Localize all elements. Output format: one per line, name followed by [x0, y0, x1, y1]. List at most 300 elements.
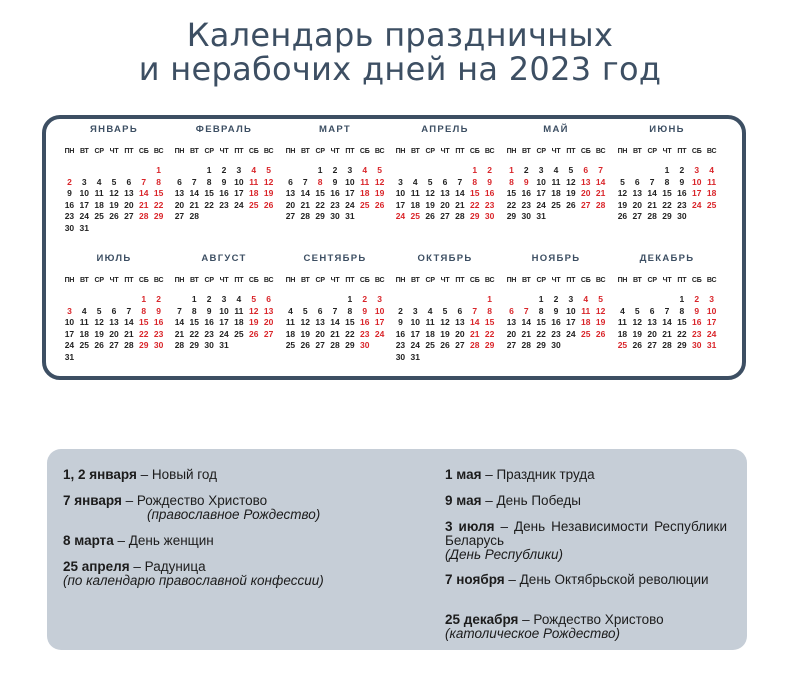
empty-cell — [452, 294, 467, 306]
day-cell: 2 — [156, 294, 161, 304]
weekday-label: ПТ — [345, 148, 355, 155]
day-cell: 1 — [141, 294, 147, 304]
weekday-label: ЧТ — [219, 277, 229, 284]
day-cell: 10 — [706, 305, 717, 316]
month-4 — [393, 124, 497, 223]
weekday-label: ВТ — [300, 148, 310, 155]
day-cell: 12 — [300, 317, 311, 327]
day-cell: 15 — [204, 188, 214, 198]
day-cell: 8 — [347, 305, 353, 316]
day-cell: 3 — [236, 165, 242, 175]
day-cell: 17 — [691, 188, 702, 198]
day-cell: 13 — [285, 188, 296, 198]
day-cell: 29 — [345, 340, 355, 350]
empty-cell — [187, 165, 202, 177]
day-cell: 2 — [398, 305, 403, 316]
day-cell: 24 — [706, 328, 717, 339]
day-cell: 14 — [647, 188, 657, 198]
day-cell: 30 — [521, 211, 532, 221]
weekday-label: ПН — [395, 277, 406, 284]
day-cell: 18 — [410, 199, 421, 210]
day-cell: 19 — [374, 188, 385, 198]
weekday-label: ВТ — [189, 277, 199, 284]
month-name: ОКТЯБРЬ — [417, 253, 473, 264]
month-6 — [615, 124, 719, 223]
month-name: МАРТ — [319, 124, 351, 135]
day-cell: 24 — [345, 199, 355, 210]
day-grid — [62, 165, 166, 234]
weekday-header — [283, 148, 387, 162]
day-cell: 23 — [64, 211, 75, 221]
day-grid — [283, 294, 387, 352]
weekday-label: ПТ — [234, 277, 244, 284]
day-cell: 17 — [219, 317, 229, 327]
empty-cell — [393, 165, 408, 177]
day-cell: 1 — [317, 165, 323, 175]
holiday-text: – День женщин — [113, 533, 214, 548]
day-cell: 30 — [64, 222, 75, 233]
weekday-label: ПН — [506, 277, 517, 284]
month-name: АВГУСТ — [201, 253, 247, 264]
day-cell: 29 — [677, 340, 687, 350]
day-cell: 15 — [189, 317, 200, 327]
day-cell: 26 — [94, 340, 104, 350]
empty-cell — [423, 165, 438, 177]
day-cell: 7 — [126, 305, 132, 316]
day-cell: 23 — [395, 340, 406, 350]
month-name: ЯНВАРЬ — [90, 124, 138, 135]
day-cell: 9 — [553, 305, 559, 316]
empty-cell — [298, 294, 313, 306]
day-cell: 22 — [138, 328, 149, 339]
day-grid — [615, 294, 719, 352]
day-cell: 8 — [679, 305, 685, 316]
empty-cell — [77, 165, 92, 177]
day-cell: 22 — [153, 199, 164, 210]
month-1 — [62, 124, 166, 234]
month-name: ИЮНЬ — [649, 124, 685, 135]
holidays-panel — [47, 449, 747, 650]
weekday-label: ВС — [706, 277, 717, 284]
day-cell: 27 — [455, 340, 465, 350]
weekday-label: ВС — [595, 148, 606, 155]
empty-cell — [438, 165, 453, 177]
month-name: МАЙ — [543, 124, 569, 135]
day-cell: 17 — [79, 199, 90, 210]
weekday-label: СР — [315, 148, 325, 155]
day-cell: 4 — [412, 176, 418, 187]
day-cell: 23 — [359, 328, 370, 339]
day-grid — [172, 165, 276, 223]
day-cell: 28 — [469, 340, 480, 350]
day-cell: 3 — [377, 294, 382, 304]
day-cell: 12 — [263, 176, 274, 187]
day-cell: 30 — [691, 340, 702, 350]
day-cell: 19 — [425, 199, 435, 210]
day-cell: 31 — [219, 340, 229, 350]
day-cell: 28 — [300, 211, 311, 221]
day-cell: 21 — [138, 199, 149, 210]
day-cell: 9 — [362, 305, 368, 316]
day-cell: 11 — [707, 176, 717, 187]
empty-cell — [77, 294, 92, 306]
empty-cell — [172, 165, 187, 177]
day-cell: 1 — [191, 294, 197, 304]
day-cell: 7 — [649, 176, 655, 187]
weekday-label: ВС — [153, 148, 164, 155]
weekday-label: ПН — [617, 277, 628, 284]
day-cell: 3 — [568, 294, 574, 304]
title-line-1: Календарь праздничных — [186, 16, 614, 54]
month-10 — [393, 253, 497, 363]
day-cell: 19 — [248, 317, 259, 327]
day-cell: 25 — [551, 199, 561, 210]
weekday-label: ВС — [263, 148, 274, 155]
day-cell: 22 — [662, 199, 672, 210]
day-cell: 23 — [521, 199, 532, 210]
weekday-label: ПТ — [455, 277, 465, 284]
day-cell: 22 — [189, 328, 200, 339]
day-cell: 27 — [632, 211, 643, 221]
day-cell: 6 — [442, 176, 448, 187]
weekday-label: ЧТ — [219, 148, 229, 155]
weekday-label: СБ — [138, 148, 149, 155]
day-cell: 20 — [315, 328, 325, 339]
day-cell: 20 — [263, 317, 274, 327]
day-cell: 21 — [189, 199, 200, 210]
day-cell: 31 — [410, 351, 421, 362]
day-cell: 16 — [484, 188, 495, 198]
day-cell: 4 — [583, 294, 589, 304]
day-cell: 10 — [79, 188, 90, 198]
day-cell: 22 — [506, 199, 517, 210]
weekday-header — [62, 277, 166, 291]
day-cell: 11 — [94, 188, 104, 198]
day-cell: 21 — [595, 188, 606, 198]
weekday-label: СР — [204, 148, 214, 155]
holiday-date: 9 мая — [445, 493, 482, 508]
day-cell: 27 — [506, 340, 517, 350]
day-cell: 22 — [677, 328, 687, 339]
weekday-label: ПТ — [677, 277, 687, 284]
day-cell: 12 — [109, 188, 119, 198]
day-cell: 6 — [177, 176, 182, 187]
day-cell: 21 — [662, 328, 672, 339]
day-cell: 15 — [469, 188, 480, 198]
day-cell: 21 — [124, 328, 134, 339]
day-cell: 9 — [398, 317, 403, 327]
day-cell: 28 — [330, 340, 340, 350]
day-cell: 28 — [662, 340, 672, 350]
day-cell: 9 — [679, 176, 685, 187]
holiday-note: (католическое Рождество) — [445, 626, 620, 641]
day-cell: 3 — [347, 165, 353, 175]
day-cell: 24 — [234, 199, 244, 210]
day-cell: 22 — [345, 328, 355, 339]
day-cell: 1 — [487, 294, 492, 304]
day-cell: 27 — [315, 340, 325, 350]
day-cell: 17 — [566, 317, 576, 327]
day-cell: 11 — [551, 176, 561, 187]
day-cell: 12 — [595, 305, 606, 316]
day-cell: 6 — [126, 176, 132, 187]
day-cell: 25 — [410, 211, 421, 221]
weekday-label: ВС — [484, 277, 495, 284]
weekday-header — [172, 277, 276, 291]
holiday-text: – Новый год — [136, 467, 218, 482]
day-cell: 6 — [111, 305, 117, 316]
holiday-note: (День Республики) — [445, 547, 564, 562]
day-cell: 8 — [317, 176, 323, 187]
day-cell: 3 — [67, 305, 72, 316]
day-cell: 18 — [617, 328, 628, 339]
weekday-label: ЧТ — [551, 148, 561, 155]
day-cell: 31 — [79, 222, 90, 233]
weekday-label: ПН — [174, 148, 185, 155]
day-cell: 9 — [523, 176, 529, 187]
weekday-label: ВТ — [189, 148, 199, 155]
day-grid — [393, 165, 497, 223]
day-cell: 14 — [189, 188, 200, 198]
day-cell: 7 — [523, 305, 529, 316]
day-cell: 22 — [484, 328, 495, 339]
empty-cell — [107, 294, 122, 306]
weekday-label: ЧТ — [440, 277, 450, 284]
weekday-label: ПТ — [124, 277, 134, 284]
day-cell: 5 — [568, 165, 574, 175]
day-cell: 1 — [347, 294, 353, 304]
day-cell: 3 — [694, 165, 700, 175]
weekday-label: СБ — [469, 277, 480, 284]
weekday-label: СБ — [580, 277, 591, 284]
holiday-text: – Праздник труда — [481, 467, 595, 482]
day-cell: 16 — [204, 317, 214, 327]
weekday-label: ВТ — [79, 277, 89, 284]
day-cell: 8 — [206, 176, 212, 187]
day-cell: 31 — [64, 351, 75, 362]
day-cell: 17 — [410, 328, 421, 339]
day-cell: 26 — [109, 211, 119, 221]
day-cell: 21 — [174, 328, 185, 339]
day-cell: 12 — [374, 176, 385, 187]
day-cell: 20 — [647, 328, 657, 339]
empty-cell — [408, 165, 423, 177]
empty-cell — [519, 294, 534, 306]
day-cell: 26 — [374, 199, 385, 210]
day-cell: 17 — [234, 188, 244, 198]
empty-cell — [283, 165, 298, 177]
day-cell: 14 — [521, 317, 532, 327]
day-cell: 19 — [632, 328, 643, 339]
holiday-date: 1, 2 января — [63, 467, 137, 482]
weekday-label: ВС — [706, 148, 717, 155]
day-cell: 8 — [664, 176, 670, 187]
day-cell: 30 — [551, 340, 561, 350]
day-cell: 19 — [617, 199, 628, 210]
month-8 — [172, 253, 276, 352]
day-cell: 15 — [506, 188, 517, 198]
day-cell: 3 — [538, 165, 544, 175]
empty-cell — [615, 165, 630, 177]
day-cell: 24 — [395, 211, 406, 221]
weekday-header — [393, 148, 497, 162]
weekday-label: ЧТ — [662, 148, 672, 155]
holiday-item — [63, 560, 324, 588]
day-cell: 9 — [694, 305, 700, 316]
day-cell: 15 — [315, 188, 325, 198]
day-cell: 26 — [566, 199, 576, 210]
weekday-label: ЧТ — [109, 148, 119, 155]
day-cell: 25 — [79, 340, 90, 350]
day-cell: 11 — [249, 176, 259, 187]
day-cell: 8 — [141, 305, 147, 316]
holiday-item — [445, 494, 727, 508]
day-cell: 11 — [617, 317, 627, 327]
day-cell: 26 — [300, 340, 311, 350]
day-cell: 21 — [330, 328, 340, 339]
weekday-label: ПТ — [455, 148, 465, 155]
day-cell: 5 — [302, 305, 308, 316]
weekday-label: ВТ — [300, 277, 310, 284]
day-cell: 23 — [677, 199, 687, 210]
day-cell: 3 — [709, 294, 714, 304]
day-cell: 13 — [506, 317, 517, 327]
day-cell: 18 — [551, 188, 561, 198]
day-cell: 12 — [617, 188, 628, 198]
day-cell: 30 — [153, 340, 164, 350]
day-cell: 22 — [315, 199, 325, 210]
holiday-item — [63, 468, 217, 482]
weekday-label: ПН — [285, 148, 296, 155]
holiday-note: (по календарю православной конфессии) — [63, 573, 324, 588]
holiday-date: 7 ноября — [445, 572, 505, 587]
empty-cell — [630, 165, 645, 177]
weekday-header — [615, 148, 719, 162]
day-cell: 30 — [484, 211, 495, 221]
day-cell: 9 — [206, 305, 212, 316]
day-cell: 19 — [94, 328, 104, 339]
day-cell: 12 — [632, 317, 643, 327]
day-cell: 22 — [204, 199, 214, 210]
day-cell: 8 — [487, 305, 492, 316]
day-cell: 27 — [124, 211, 134, 221]
day-cell: 13 — [632, 188, 643, 198]
day-cell: 1 — [664, 165, 670, 175]
holiday-item — [63, 534, 214, 548]
day-cell: 17 — [706, 317, 717, 327]
day-cell: 17 — [64, 328, 75, 339]
day-cell: 20 — [109, 328, 119, 339]
day-cell: 18 — [234, 317, 244, 327]
day-cell: 24 — [566, 328, 576, 339]
empty-cell — [504, 294, 519, 306]
day-cell: 17 — [536, 188, 546, 198]
day-cell: 11 — [581, 305, 591, 316]
weekday-label: ПН — [64, 277, 75, 284]
day-cell: 14 — [469, 317, 480, 327]
empty-cell — [62, 294, 77, 306]
day-cell: 16 — [521, 188, 532, 198]
day-cell: 4 — [96, 176, 102, 187]
day-cell: 31 — [706, 340, 717, 350]
day-cell: 20 — [455, 328, 465, 339]
day-cell: 23 — [204, 328, 214, 339]
day-cell: 16 — [691, 317, 702, 327]
day-cell: 11 — [410, 188, 420, 198]
day-cell: 10 — [345, 176, 355, 187]
day-cell: 5 — [111, 176, 117, 187]
empty-cell — [136, 165, 151, 177]
day-cell: 28 — [124, 340, 134, 350]
holiday-text: – Рождество Христово — [121, 493, 268, 508]
day-cell: 29 — [662, 211, 672, 221]
weekday-label: СБ — [248, 148, 259, 155]
day-cell: 4 — [81, 305, 87, 316]
day-cell: 16 — [395, 328, 406, 339]
day-cell: 4 — [362, 165, 368, 175]
month-name: СЕНТЯБРЬ — [303, 253, 367, 264]
day-cell: 13 — [455, 317, 465, 327]
day-cell: 5 — [96, 305, 102, 316]
weekday-label: ВС — [595, 277, 606, 284]
day-cell: 28 — [647, 211, 657, 221]
weekday-label: ПТ — [566, 277, 576, 284]
month-9 — [283, 253, 387, 352]
day-cell: 29 — [506, 211, 517, 221]
day-cell: 8 — [509, 176, 514, 187]
weekday-label: ВТ — [410, 277, 420, 284]
weekday-label: ВТ — [632, 148, 642, 155]
holiday-text: – День Октябрьской революции — [504, 572, 709, 587]
day-cell: 21 — [455, 199, 465, 210]
holiday-date: 8 марта — [63, 533, 114, 548]
day-cell: 4 — [427, 305, 433, 316]
day-cell: 1 — [538, 294, 544, 304]
day-cell: 1 — [679, 294, 685, 304]
day-cell: 30 — [204, 340, 214, 350]
day-cell: 28 — [455, 211, 465, 221]
day-cell: 14 — [330, 317, 340, 327]
holiday-text: – День Победы — [481, 493, 581, 508]
weekday-label: ВТ — [632, 277, 642, 284]
day-cell: 5 — [620, 176, 625, 187]
day-cell: 14 — [595, 176, 606, 187]
weekday-header — [62, 148, 166, 162]
weekday-header — [504, 277, 608, 291]
empty-cell — [452, 165, 467, 177]
day-cell: 15 — [677, 317, 687, 327]
weekday-label: СБ — [580, 148, 591, 155]
weekday-label: СБ — [469, 148, 480, 155]
day-cell: 20 — [580, 188, 591, 198]
day-cell: 31 — [345, 211, 355, 221]
empty-cell — [121, 165, 136, 177]
day-cell: 7 — [141, 176, 147, 187]
day-cell: 24 — [374, 328, 385, 339]
day-cell: 28 — [595, 199, 606, 210]
day-cell: 5 — [634, 305, 640, 316]
day-cell: 29 — [138, 340, 149, 350]
day-cell: 25 — [359, 199, 370, 210]
day-cell: 6 — [649, 305, 655, 316]
day-cell: 7 — [664, 305, 670, 316]
day-cell: 16 — [153, 317, 164, 327]
empty-cell — [92, 294, 107, 306]
month-3 — [283, 124, 387, 223]
weekday-label: ПТ — [345, 277, 355, 284]
day-cell: 15 — [153, 188, 164, 198]
day-cell: 29 — [153, 211, 164, 221]
